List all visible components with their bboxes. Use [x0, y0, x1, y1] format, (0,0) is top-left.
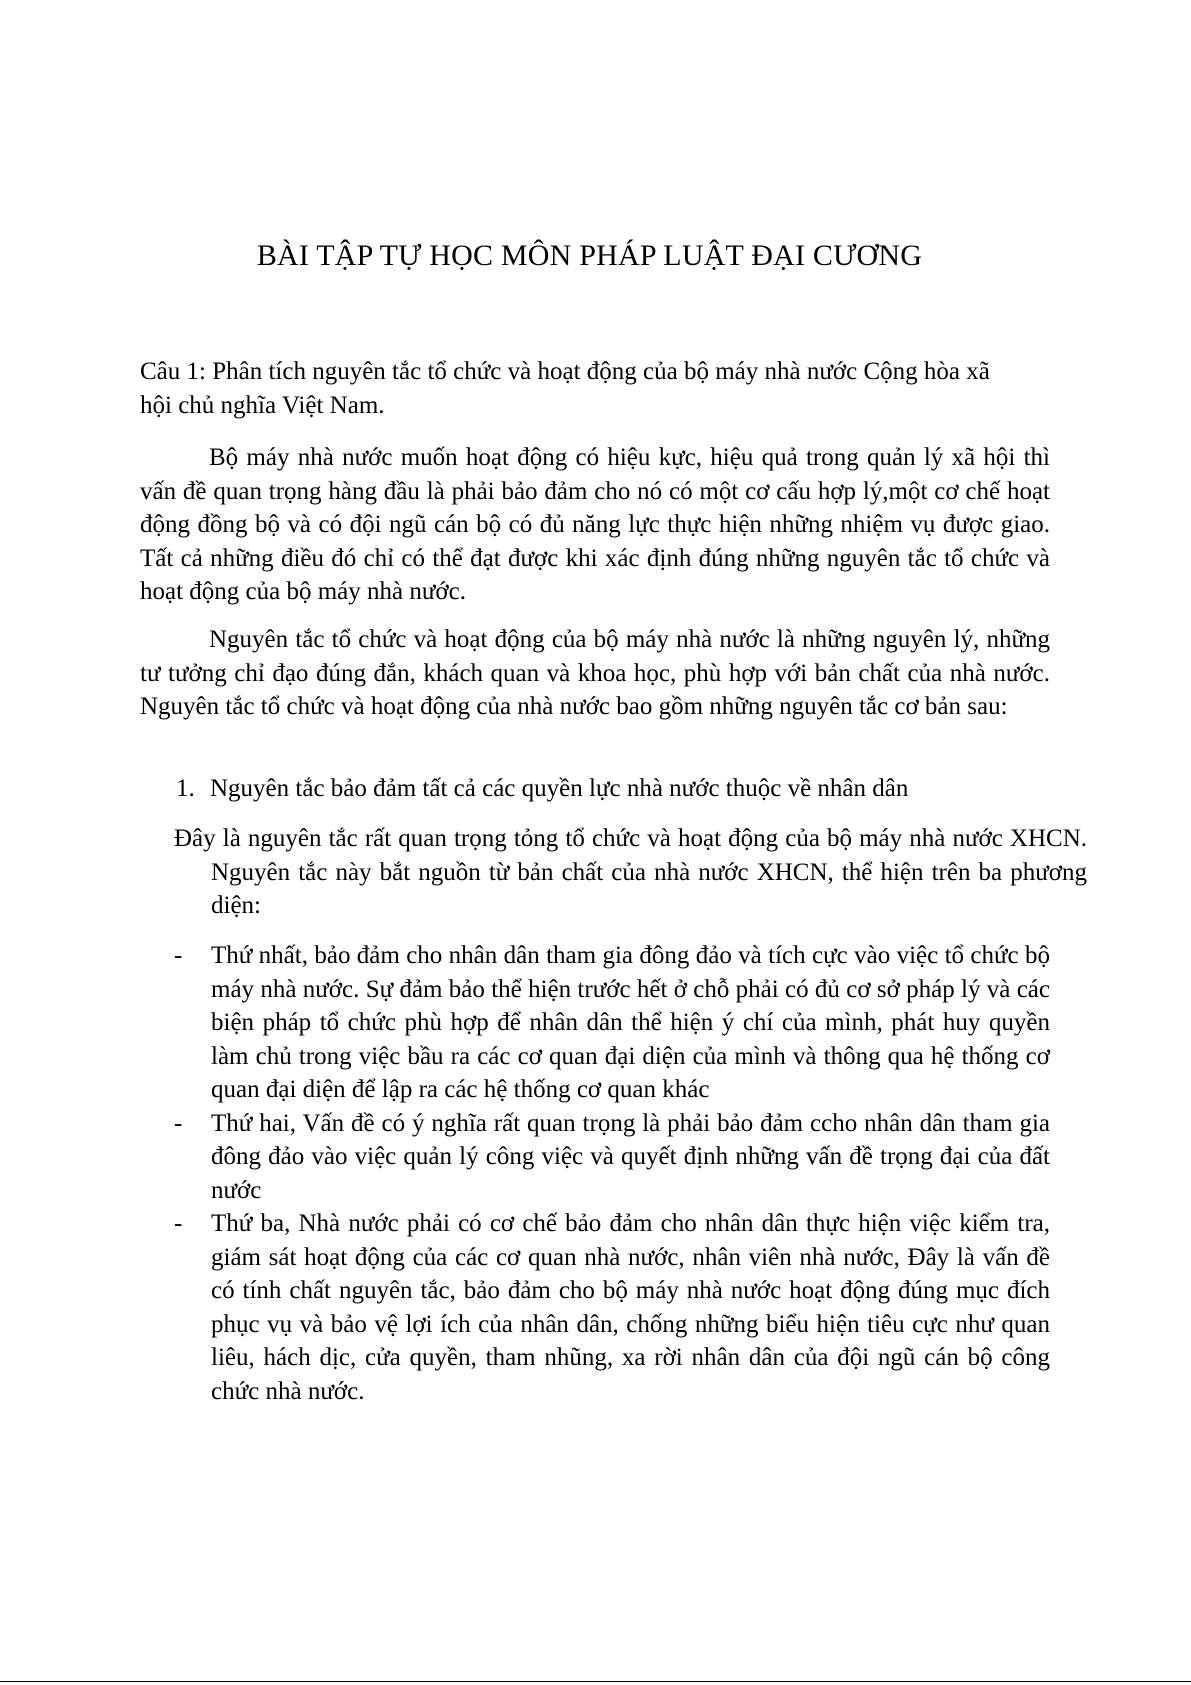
bullet-marker: -: [174, 942, 183, 969]
bullet-marker: -: [174, 1109, 183, 1137]
bullet-item-1: [174, 939, 1050, 1107]
paragraph-principle-1: Đây là nguyên tắc rất quan trọng tỏng tổ chức và hoạt động của bộ máy nhà nước XHCN. Nguyên tắc này bắt nguồn từ bản chất của nhà nước XHCN, thể hiện trên ba phương diện:: [174, 825, 1087, 919]
numbered-item-number: 1.: [176, 775, 195, 802]
bullet-text: Thứ hai, Vấn đề có ý nghĩa rất quan trọng là phải bảo đảm ccho nhân dân tham gia đông đảo vào việc quản lý công việc và quyết định những vấn đề trọng đại của đất nước: [211, 1109, 1050, 1204]
bullet-text: Thứ nhất, bảo đảm cho nhân dân tham gia đông đảo và tích cực vào việc tổ chức bộ máy nhà nước. Sự đảm bảo thể hiện trước hết ở chỗ phải có đủ cơ sở pháp lý và các biện pháp tổ chức phù hợp để nhân dân thể hiện ý chí của mình, phát huy quyền làm chủ trong việc bầu ra các cơ quan đại diện của mình và thông qua hệ thống cơ quan đại diện để lập ra các hệ thống cơ quan khác: [211, 942, 1050, 1103]
bullet-item-3: [174, 1207, 1050, 1408]
numbered-item-1: [176, 772, 908, 806]
page-bottom-rule: [0, 1681, 1191, 1682]
bullet-list: [174, 939, 1050, 1408]
paragraph-principles: Nguyên tắc tổ chức và hoạt động của bộ máy nhà nước là những nguyên lý, những tư tưởng chỉ đạo đúng đắn, khách quan và khoa học, phù hợp với bản chất của nhà nước. Nguyên tắc tổ chức và hoạt động của nhà nước bao gồm những nguyên tắc cơ bản sau:: [140, 626, 1050, 720]
question-heading: Câu 1: Phân tích nguyên tắc tổ chức và hoạt động của bộ máy nhà nước Cộng hòa xã hội chủ nghĩa Việt Nam.: [140, 358, 990, 419]
bullet-item-2: [174, 1107, 1050, 1208]
numbered-item-text: Nguyên tắc bảo đảm tất cả các quyền lực nhà nước thuộc về nhân dân: [210, 775, 909, 802]
bullet-text: Thứ ba, Nhà nước phải có cơ chế bảo đảm cho nhân dân thực hiện việc kiểm tra, giám sát hoạt động của các cơ quan nhà nước, nhân viên nhà nước, Đây là vấn đề có tính chất nguyên tắc, bảo đảm cho bộ máy nhà nước hoạt động đúng mục đích phục vụ và bảo vệ lợi ích của nhân dân, chống những biểu hiện tiêu cực như quan liêu, hách dịc, cửa quyền, tham nhũng, xa rời nhân dân của đội ngũ cán bộ công chức nhà nước.: [211, 1210, 1050, 1405]
document-title: BÀI TẬP TỰ HỌC MÔN PHÁP LUẬT ĐẠI CƯƠNG: [256, 239, 923, 272]
paragraph-intro: Bộ máy nhà nước muốn hoạt động có hiệu kực, hiệu quả trong quản lý xã hội thì vấn đề quan trọng hàng đầu là phải bảo đảm cho nó có một cơ cấu hợp lý,một cơ chế hoạt động đồng bộ và có đội ngũ cán bộ có đủ năng lực thực hiện những nhiệm vụ được giao. Tất cả những điều đó chỉ có thể đạt được khi xác định đúng những nguyên tắc tổ chức và hoạt động của bộ máy nhà nước.: [140, 444, 1050, 605]
bullet-marker: -: [174, 1210, 183, 1237]
